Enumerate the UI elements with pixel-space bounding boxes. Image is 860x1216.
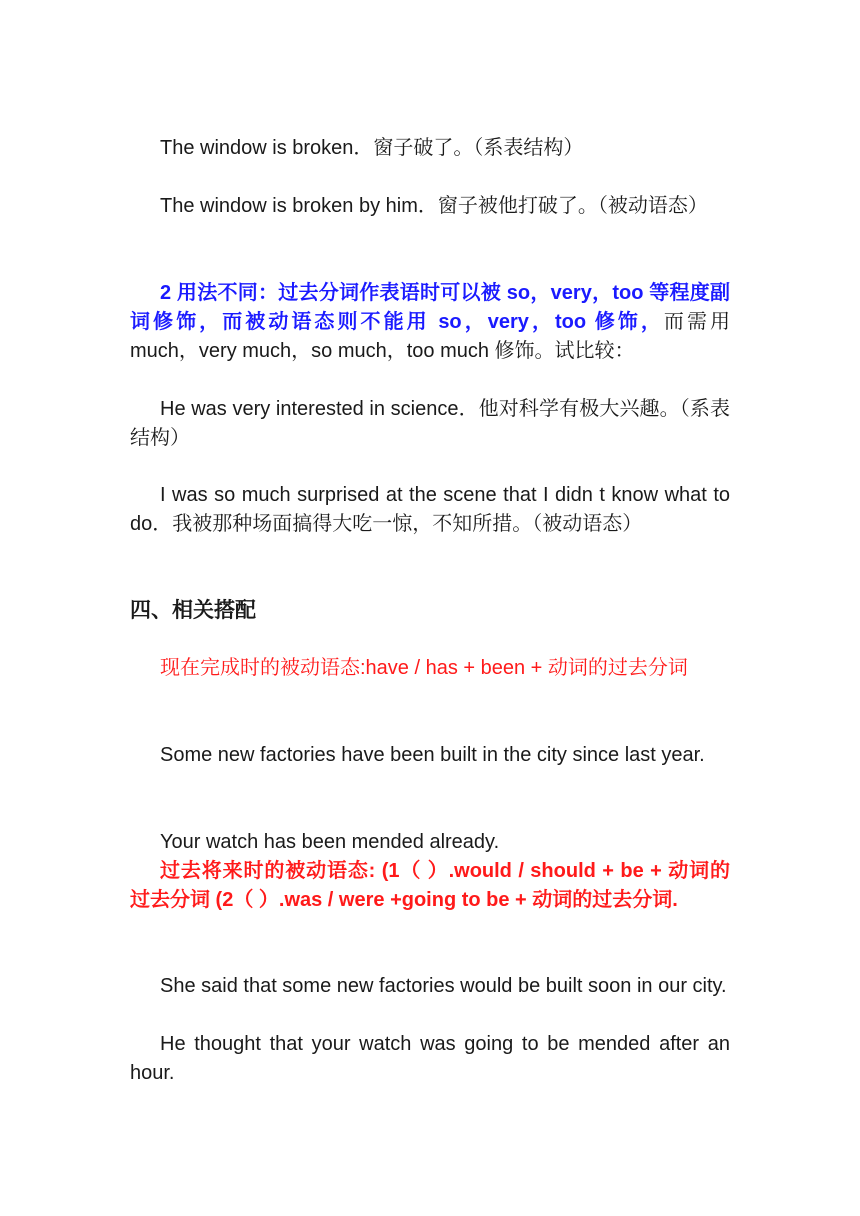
paragraph-3-emphasis: 2 用法不同：过去分词作表语时可以被 so，very，too 等程度副词修饰，而被动语态则不能用 so，very，too 修饰， (130, 282, 730, 333)
paragraph-7: Some new factories have been built in the city since last year. (160, 744, 705, 766)
paragraph-3-rest: 而需用 much，very much，so much，too much 修饰。试比较： (130, 311, 730, 362)
paragraph-10: She said that some new factories would be built soon in our city. (160, 975, 727, 997)
paragraph-5: I was so much surprised at the scene that I didn t know what to do．我被那种场面搞得大吃一惊，不知所措。（被动语态） (130, 484, 730, 535)
paragraph-6: 现在完成时的被动语态:have / has + been + 动词的过去分词 (160, 657, 688, 679)
paragraph-8: Your watch has been mended already. (160, 831, 500, 853)
paragraph-2: The window is broken by him．窗子被他打破了。（被动语态） (160, 195, 708, 217)
section-heading: 四、相关搭配 (130, 599, 256, 622)
paragraph-11: He thought that your watch was going to be mended after an hour. (130, 1033, 730, 1084)
paragraph-3 (130, 279, 730, 366)
paragraph-1: The window is broken．窗子破了。（系表结构） (160, 137, 584, 159)
paragraph-9: 过去将来时的被动语态: (1（ ）.would / should + be + 动词的过去分词 (2（ ）.was / were +going to be + 动词的过去分词. (130, 860, 730, 911)
paragraph-4: He was very interested in science．他对科学有极大兴趣。（系表结构） (130, 398, 730, 449)
